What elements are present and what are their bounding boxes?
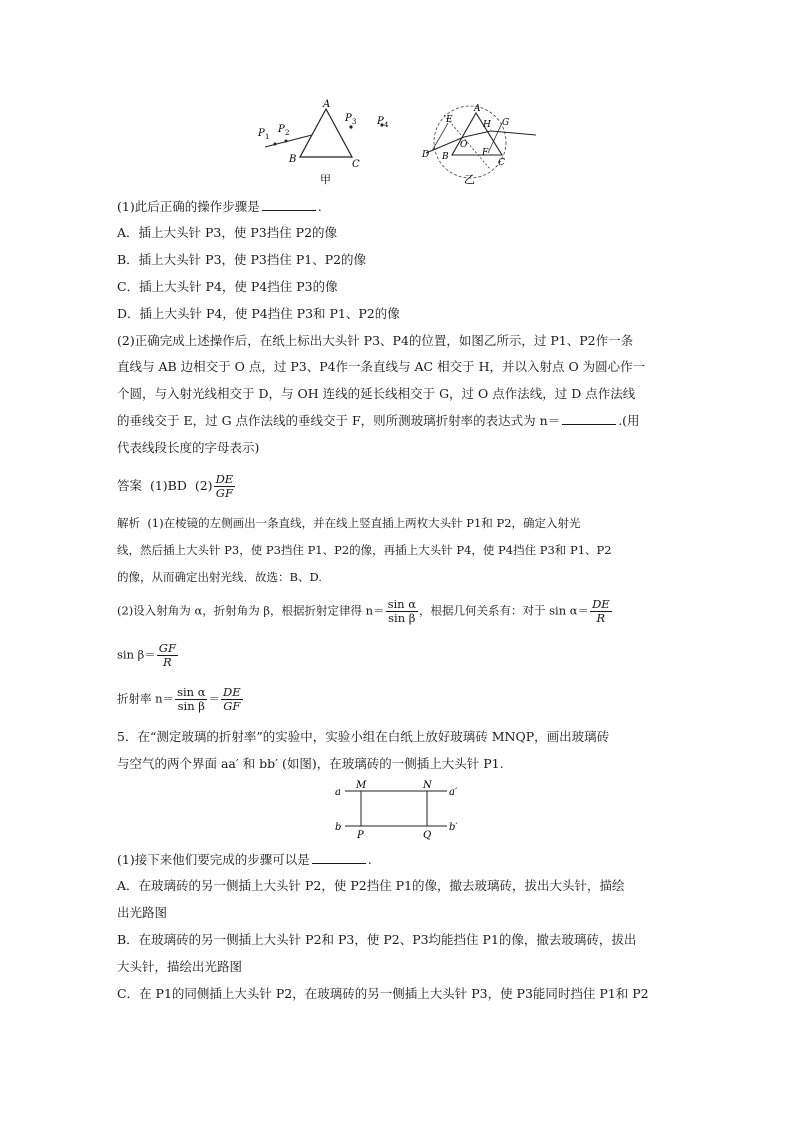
analysis-line-1: 解析 (1)在棱镜的左侧画出一条直线，并在线上竖直插上两枚大头针 P1和 P2，确定入射光	[117, 516, 581, 530]
label-p4-sub: 4	[384, 121, 389, 129]
label-p2: P	[278, 124, 285, 135]
caption-jia: 甲	[320, 173, 331, 186]
analysis-line-2: 线，然后插上大头针 P3，使 P3挡住 P1、P2的像，再插上大头针 P4，使 P4挡住 P3和 P1、P2	[117, 543, 612, 557]
analysis-line-5: sin β＝ $\frac{GF}{R}$	[117, 641, 176, 669]
q5-option-a-1: A．在玻璃砖的另一侧插上大头针 P2，使 P2挡住 P1的像，撤去玻璃砖，拔出大头针，描绘	[117, 878, 625, 893]
label-p-slab: P	[357, 830, 364, 841]
answer-fraction: $\frac{DE}{GF}$	[215, 472, 234, 500]
label-b-yi: B	[442, 152, 449, 162]
label-a-slab: a	[335, 787, 341, 798]
figure-jia	[250, 95, 410, 187]
analysis-line-4: (2)设入射角为 α，折射角为 β，根据折射定律得 n＝ $\frac{\text{sin α}}{\text{sin β}}$ ，根据几何关系有：对于 sin α＝ $\frac{DE}{R}$	[117, 597, 610, 625]
fraction-de-gf: $\frac{DE}{GF}$	[222, 685, 241, 713]
q5-sub1: (1)接下来他们要完成的步骤可以是 .	[117, 852, 372, 867]
label-p1: P	[258, 128, 265, 139]
figure-glass-slab	[325, 776, 475, 842]
label-n: N	[423, 780, 432, 791]
label-p4: P	[377, 116, 384, 127]
label-m: M	[356, 780, 367, 791]
pin-p1	[274, 143, 277, 146]
label-p3: P	[345, 113, 352, 124]
q2-line-5: 代表线段长度的字母表示)	[117, 440, 260, 455]
q1-option-d: D．插上大头针 P4，使 P4挡住 P3和 P1、P2的像	[117, 306, 400, 321]
answer-blank-3[interactable]	[312, 852, 366, 864]
auxiliary-circle	[434, 106, 506, 178]
label-q: Q	[423, 830, 432, 841]
q1-stem: (1)此后正确的操作步骤是 .	[117, 199, 322, 214]
q5-option-b-2: 大头针，描绘出光路图	[117, 959, 243, 974]
label-c-yi: C	[498, 158, 505, 168]
q5-option-a-2: 出光路图	[117, 905, 168, 920]
q5-line-1: 5．在“测定玻璃的折射率”的实验中，实验小组在白纸上放好玻璃砖 MNQP，画出玻璃砖	[117, 729, 610, 744]
figure-yi	[418, 95, 548, 187]
label-e: E	[446, 115, 453, 125]
label-p1-sub: 1	[265, 133, 270, 141]
fraction-de-r: $\frac{DE}{R}$	[592, 597, 610, 625]
label-d: D	[422, 150, 430, 160]
glass-slab	[361, 791, 427, 826]
label-o: O	[460, 140, 468, 150]
caption-yi: 乙	[464, 173, 475, 186]
pin-p2	[285, 140, 288, 143]
q1-option-c: C．插上大头针 P4，使 P4挡住 P3的像	[117, 279, 338, 294]
answer-line: 答案 (1)BD (2) $\frac{DE}{GF}$	[117, 472, 234, 500]
q5-option-b-1: B．在玻璃砖的另一侧插上大头针 P2和 P3，使 P2、P3均能挡住 P1的像，撤去玻璃砖，拔出	[117, 932, 637, 947]
label-a-yi: A	[474, 104, 481, 114]
analysis-line-6: 折射率 n＝ $\frac{\text{sin α}}{\text{sin β}}$ ＝ $\frac{DE}{GF}$	[117, 685, 241, 713]
label-h: H	[483, 120, 491, 130]
answer-blank-1[interactable]	[262, 199, 316, 211]
inner-ray	[464, 131, 491, 137]
q2-line-1: (2)正确完成上述操作后，在纸上标出大头针 P3、P4的位置，如图乙所示，过 P1、P2作一条	[117, 333, 634, 348]
answer-blank-2[interactable]	[562, 413, 616, 425]
label-f: F	[482, 148, 489, 158]
fraction-sin-ratio-2: $\frac{\text{sin α}}{\text{sin β}}$	[177, 685, 206, 713]
label-b-slab: b	[335, 822, 342, 833]
label-g: G	[502, 118, 510, 128]
q1-option-a: A．插上大头针 P3，使 P3挡住 P2的像	[117, 225, 338, 240]
label-b: B	[289, 154, 297, 165]
fraction-gf-r: $\frac{GF}{R}$	[158, 641, 176, 669]
analysis-line-3: 的像，从而确定出射光线．故选：B、D.	[117, 570, 322, 584]
label-c: C	[352, 159, 360, 170]
q5-option-c-1: C．在 P1的同侧插上大头针 P2，在玻璃砖的另一侧插上大头针 P3，使 P3能同时挡住 P1和 P2	[117, 986, 649, 1001]
label-b-prime: b′	[449, 822, 458, 833]
label-p2-sub: 2	[285, 129, 290, 137]
label-a-prime: a′	[449, 787, 458, 798]
q5-line-2: 与空气的两个界面 aa′ 和 bb′ (如图)，在玻璃砖的一侧插上大头针 P1.	[117, 756, 504, 771]
q1-option-b: B．插上大头针 P3，使 P3挡住 P1、P2的像	[117, 252, 367, 267]
q2-line-2: 直线与 AB 边相交于 O 点，过 P3、P4作一条直线与 AC 相交于 H，并以入射点 O 为圆心作一	[117, 359, 646, 374]
label-p3-sub: 3	[352, 118, 357, 126]
q2-line-4: 的垂线交于 E，过 G 点作法线的垂线交于 F，则所测玻璃折射率的表达式为 n＝ .(用	[117, 413, 640, 428]
q2-line-3: 个圆，与入射光线相交于 D，与 OH 连线的延长线相交于 G，过 O 点作法线，过 D 点作法线	[117, 386, 636, 401]
label-a: A	[323, 99, 331, 110]
fraction-sin-ratio: $\frac{\text{sin α}}{\text{sin β}}$	[387, 597, 416, 625]
